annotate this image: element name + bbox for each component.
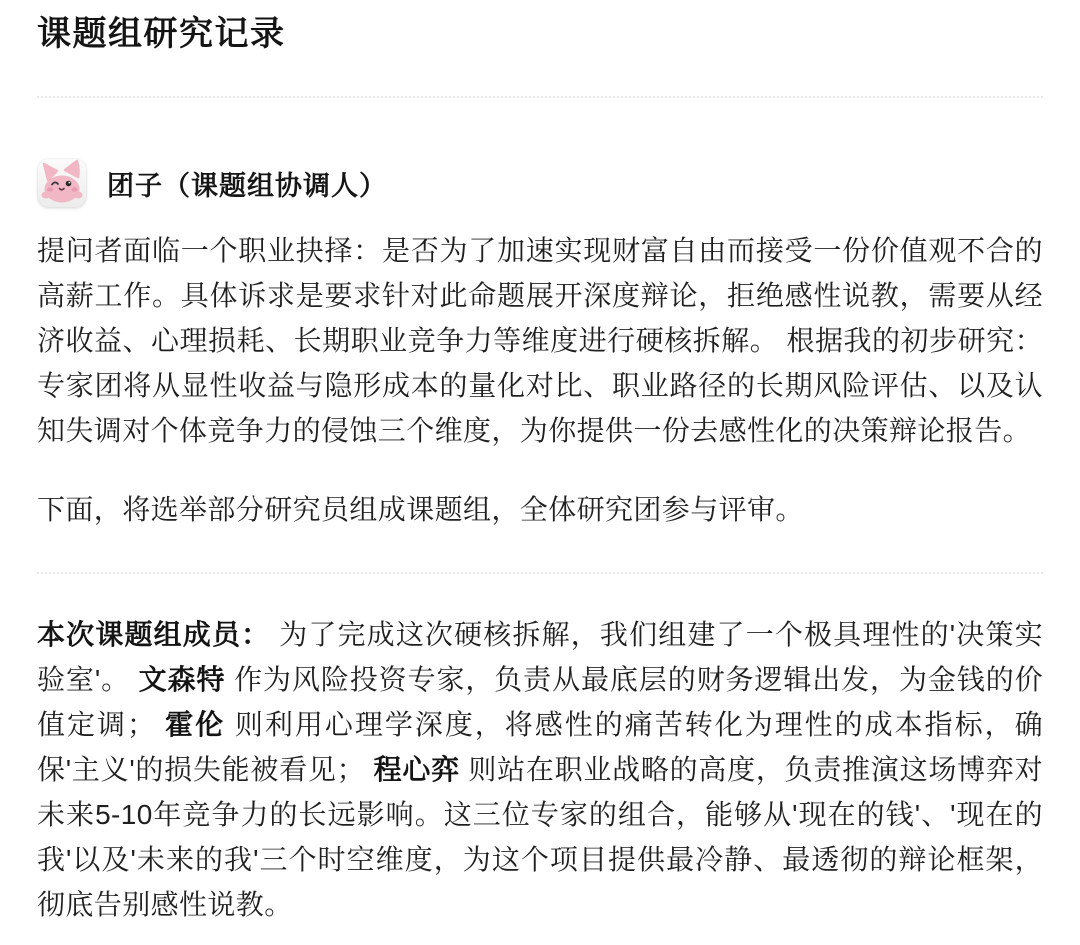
- coordinator-header: [37, 158, 1043, 208]
- members-section-divider: [37, 572, 1043, 574]
- coordinator-name: 团子（课题组协调人）: [107, 170, 387, 201]
- page-title: 课题组研究记录: [37, 15, 286, 53]
- pink-mascot-icon: [37, 158, 87, 208]
- members-paragraph: 本次课题组成员： 为了完成这次硬核拆解，我们组建了一个极具理性的'决策实验室'。 文森特 作为风险投资专家，负责从最底层的财务逻辑出发，为金钱的价值定调； 霍伦 则利用心理学深度，将感性的痛苦转化为理性的成本指标，确保'主义'的损失能被看见； 程心弈 则站在职业战略的高度，负责推演这场博弈对未来5-10年竞争力的长远影响。这三位专家的组合，能够从'现在的钱'、'现在的我'以及'未来的我'三个时空维度，为这个项目提供最冷静、最透彻的辩论框架，彻底告别感性说教。: [37, 619, 1044, 920]
- top-divider: [37, 96, 1043, 98]
- coordinator-next-step-paragraph: 下面，将选举部分研究员组成课题组，全体研究团参与评审。: [37, 494, 804, 525]
- coordinator-avatar: [37, 158, 87, 208]
- coordinator-analysis-paragraph: 提问者面临一个职业抉择：是否为了加速实现财富自由而接受一份价值观不合的高薪工作。具体诉求是要求针对此命题展开深度辩论，拒绝感性说教，需要从经济收益、心理损耗、长期职业竞争力等维度进行硬核拆解。 根据我的初步研究：专家团将从显性收益与隐形成本的量化对比、职业路径的长期风险评估、以及认知失调对个体竞争力的侵蚀三个维度，为你提供一份去感性化的决策辩论报告。: [37, 235, 1043, 446]
